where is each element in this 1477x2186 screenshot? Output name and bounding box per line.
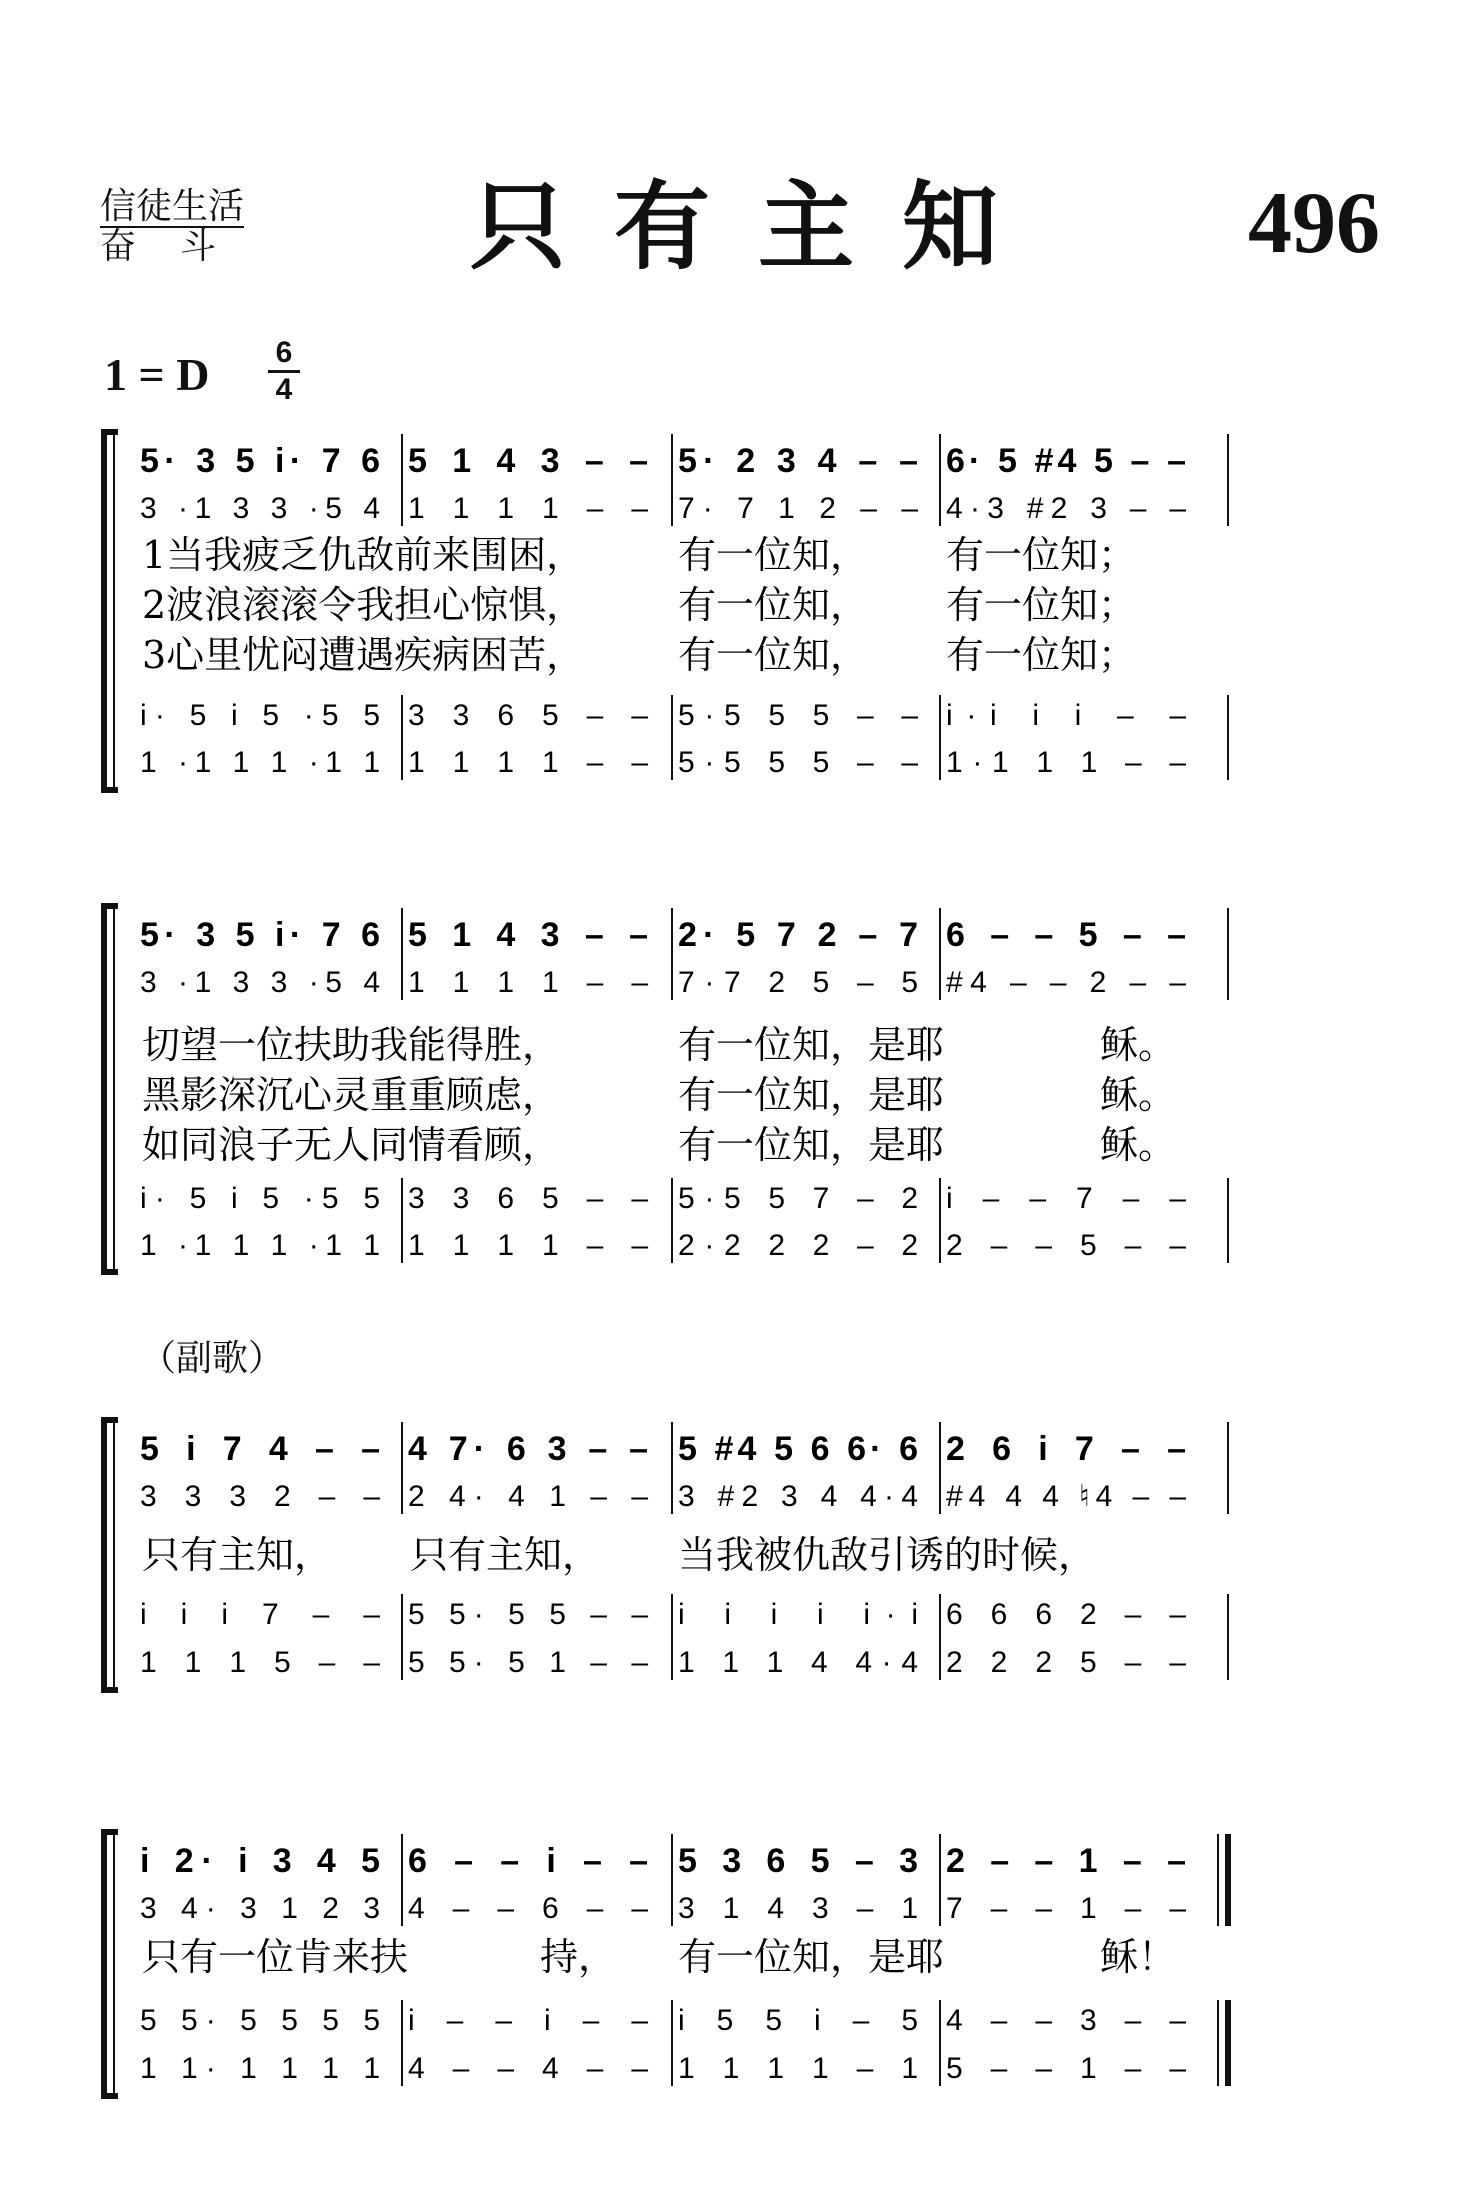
tenor-measure-3: i i i i i·i (678, 1598, 918, 1631)
hymn-title: 只有主知 (470, 170, 1046, 283)
system-1 (104, 432, 1228, 790)
alto-measure-3: 7·7 2 5 – 5 (678, 966, 918, 999)
lyric-verse-1-segment-2: 只有主知， (410, 1533, 601, 1577)
system-bracket (104, 432, 118, 790)
lyric-verse-2-segment-1: 2波浪滚滚令我担心惊惧， (142, 583, 585, 627)
soprano-measure-4: 6 – – 5 – – (946, 916, 1186, 954)
tenor-measure-2: 5 5· 5 5 – – (408, 1598, 648, 1631)
lyric-verse-3-segment-2: 有一位知，是耶 (678, 1123, 945, 1167)
lyric-verse-1-segment-2: 有一位知，是耶 (678, 1023, 945, 1067)
lyric-verse-1-segment-3: 有一位知； (946, 533, 1137, 577)
bass-measure-1: 1 1· 1 1 1 1 (140, 2052, 380, 2085)
category-sub: 奋斗 (100, 226, 261, 267)
lyric-verse-1-segment-3: 有一位知，是耶 (678, 1935, 945, 1979)
alto-measure-2: 4 – – 6 – – (408, 1892, 648, 1925)
lyric-verse-1-segment-1: 切望一位扶助我能得胜， (142, 1023, 561, 1067)
soprano-measure-1: 5· 3 5 i· 7 6 (140, 442, 380, 480)
alto-measure-4: 7 – – 1 – – (946, 1892, 1186, 1925)
alto-measure-2: 2 4· 4 1 – – (408, 1480, 648, 1513)
alto-measure-2: 1 1 1 1 – – (408, 492, 648, 525)
alto-measure-4: #4 – – 2 – – (946, 966, 1186, 999)
bass-measure-4: 2 2 2 5 – – (946, 1646, 1186, 1679)
bass-measure-2: 1 1 1 1 – – (408, 1229, 648, 1262)
system-2 (104, 906, 1228, 1272)
bass-measure-3: 5·5 5 5 – – (678, 746, 918, 779)
lyric-verse-3-segment-3: 稣。 (1100, 1123, 1177, 1167)
tenor-measure-4: 6 6 6 2 – – (946, 1598, 1186, 1631)
soprano-measure-2: 6 – – i – – (408, 1842, 648, 1880)
lyric-verse-1-segment-1: 只有一位肯来扶 (142, 1935, 409, 1979)
tenor-measure-2: 3 3 6 5 – – (408, 699, 648, 732)
soprano-measure-4: 2 – – 1 – – (946, 1842, 1186, 1880)
alto-measure-4: 4·3 #2 3 – – (946, 492, 1186, 525)
lyric-verse-1-segment-1: 只有主知， (142, 1533, 333, 1577)
tenor-measure-1: i· 5 i 5 ·5 5 (140, 1182, 380, 1215)
tenor-measure-2: 3 3 6 5 – – (408, 1182, 648, 1215)
soprano-measure-2: 5 1 4 3 – – (408, 916, 648, 954)
tenor-measure-1: i· 5 i 5 ·5 5 (140, 699, 380, 732)
bass-measure-3: 1 1 1 1 – 1 (678, 2052, 918, 2085)
lyric-verse-1-segment-3: 当我被仇敌引诱的时候， (678, 1533, 1097, 1577)
bass-measure-4: 1·1 1 1 – – (946, 746, 1186, 779)
alto-measure-4: #4 4 4 ♮4 – – (946, 1480, 1186, 1513)
key-signature: 1 = D (104, 349, 210, 400)
soprano-measure-3: 5 #4 5 6 6· 6 (678, 1430, 918, 1468)
bass-measure-2: 1 1 1 1 – – (408, 746, 648, 779)
system-3 (104, 1420, 1228, 1690)
alto-measure-3: 7· 7 1 2 – – (678, 492, 918, 525)
lyric-verse-2-segment-2: 有一位知，是耶 (678, 1073, 945, 1117)
soprano-measure-4: 6· 5 #4 5 – – (946, 442, 1186, 480)
soprano-measure-3: 5 3 6 5 – 3 (678, 1842, 918, 1880)
time-signature-top: 6 (268, 338, 300, 373)
lyric-verse-2-segment-2: 有一位知， (678, 583, 869, 627)
soprano-measure-3: 5· 2 3 4 – – (678, 442, 918, 480)
lyric-verse-2-segment-3: 稣。 (1100, 1073, 1177, 1117)
bass-measure-1: 1 ·1 1 1 ·1 1 (140, 1229, 380, 1262)
hymn-number: 496 (1248, 175, 1380, 272)
lyric-verse-3-segment-1: 如同浪子无人同情看顾， (142, 1123, 561, 1167)
tenor-measure-3: 5·5 5 5 – – (678, 699, 918, 732)
alto-measure-1: 3 4· 3 1 2 3 (140, 1892, 380, 1925)
tenor-measure-4: i – – 7 – – (946, 1182, 1186, 1215)
bass-measure-4: 5 – – 1 – – (946, 2052, 1186, 2085)
soprano-measure-1: i 2· i 3 4 5 (140, 1842, 380, 1880)
lyric-verse-3-segment-1: 3心里忧闷遭遇疾病困苦， (142, 633, 585, 677)
tenor-measure-1: 5 5· 5 5 5 5 (140, 2004, 380, 2037)
category-main: 信徒生活 (100, 186, 245, 227)
soprano-measure-1: 5 i 7 4 – – (140, 1430, 380, 1468)
bass-measure-1: 1 ·1 1 1 ·1 1 (140, 746, 380, 779)
system-4 (104, 1832, 1228, 2096)
time-signature-bottom: 4 (275, 373, 293, 406)
tenor-measure-1: i i i 7 – – (140, 1598, 380, 1631)
system-bracket (104, 906, 118, 1272)
lyric-verse-2-segment-3: 有一位知； (946, 583, 1137, 627)
lyric-verse-2-segment-1: 黑影深沉心灵重重顾虑， (142, 1073, 561, 1117)
bass-measure-3: 2·2 2 2 – 2 (678, 1229, 918, 1262)
lyric-verse-3-segment-2: 有一位知， (678, 633, 869, 677)
tenor-measure-4: 4 – – 3 – – (946, 2004, 1186, 2037)
alto-measure-1: 3 3 3 2 – – (140, 1480, 380, 1513)
tenor-measure-4: i·i i i – – (946, 699, 1186, 732)
soprano-measure-4: 2 6 i 7 – – (946, 1430, 1186, 1468)
alto-measure-3: 3 1 4 3 – 1 (678, 1892, 918, 1925)
alto-measure-1: 3 ·1 3 3 ·5 4 (140, 966, 380, 999)
alto-measure-1: 3 ·1 3 3 ·5 4 (140, 492, 380, 525)
tenor-measure-3: i 5 5 i – 5 (678, 2004, 918, 2037)
bass-measure-4: 2 – – 5 – – (946, 1229, 1186, 1262)
lyric-verse-1-segment-2: 持， (540, 1935, 617, 1979)
alto-measure-3: 3 #2 3 4 4·4 (678, 1480, 918, 1513)
tenor-measure-3: 5·5 5 7 – 2 (678, 1182, 918, 1215)
bass-measure-1: 1 1 1 5 – – (140, 1646, 380, 1679)
lyric-verse-1-segment-4: 稣！ (1100, 1935, 1177, 1979)
chorus-label: （副歌） (140, 1338, 285, 1379)
soprano-measure-2: 5 1 4 3 – – (408, 442, 648, 480)
lyric-verse-1-segment-3: 稣。 (1100, 1023, 1177, 1067)
lyric-verse-1-segment-1: 1当我疲乏仇敌前来围困， (142, 533, 585, 577)
soprano-measure-2: 4 7· 6 3 – – (408, 1430, 648, 1468)
system-bracket (104, 1420, 118, 1690)
system-bracket (104, 1832, 118, 2096)
soprano-measure-1: 5· 3 5 i· 7 6 (140, 916, 380, 954)
bass-measure-2: 5 5· 5 1 – – (408, 1646, 648, 1679)
lyric-verse-1-segment-2: 有一位知， (678, 533, 869, 577)
alto-measure-2: 1 1 1 1 – – (408, 966, 648, 999)
bass-measure-2: 4 – – 4 – – (408, 2052, 648, 2085)
bass-measure-3: 1 1 1 4 4·4 (678, 1646, 918, 1679)
tenor-measure-2: i – – i – – (408, 2004, 648, 2037)
soprano-measure-3: 2· 5 7 2 – 7 (678, 916, 918, 954)
lyric-verse-3-segment-3: 有一位知； (946, 633, 1137, 677)
